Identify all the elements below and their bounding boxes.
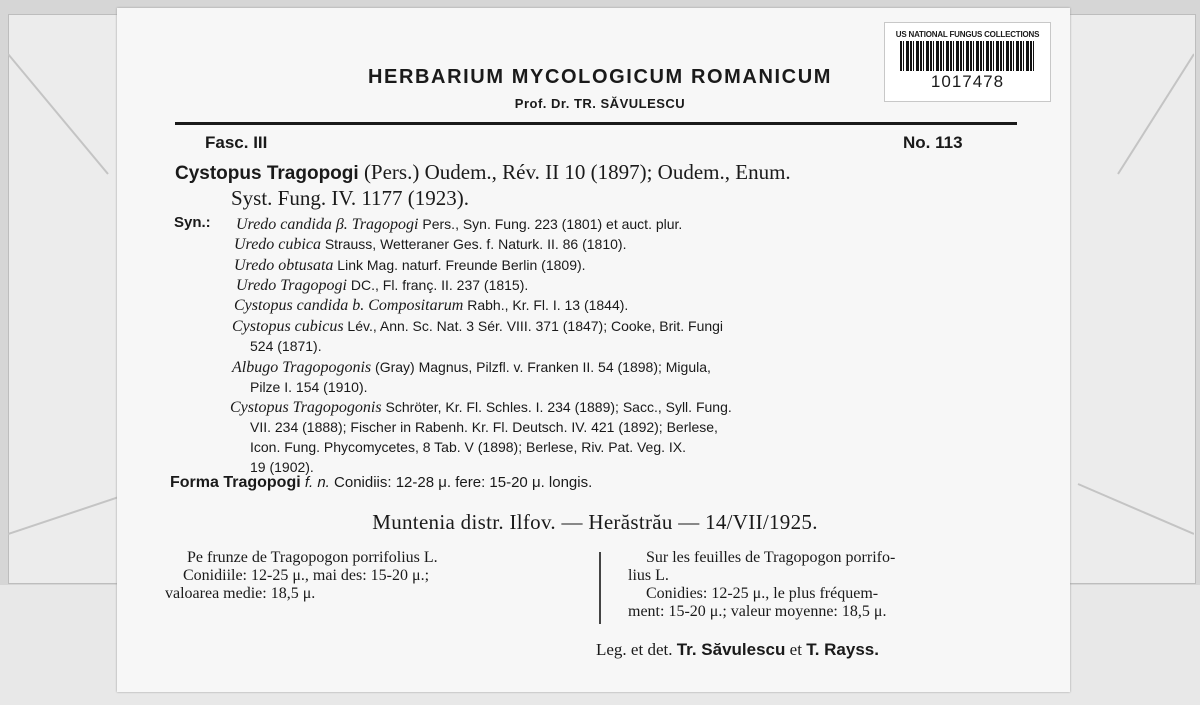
synonym-ref: Lév., Ann. Sc. Nat. 3 Sér. VIII. 371 (1847); Cooke, Brit. Fungi	[343, 318, 724, 334]
synonym-name: Uredo Tragopogi	[236, 277, 347, 294]
barcode-number: 1017478	[930, 72, 1005, 91]
specimen-number: No. 113	[903, 133, 963, 152]
collectors-prefix: Leg. et det.	[596, 640, 677, 659]
barcode-caption: US NATIONAL FUNGUS COLLECTIONS	[895, 30, 1040, 39]
synonym-ref: (Gray) Magnus, Pilzfl. v. Franken II. 54 (1898); Migula,	[371, 359, 711, 375]
description-line: ment: 15-20 μ.; valeur moyenne: 18,5 μ.	[628, 603, 887, 620]
description-line: Conidiile: 12-25 μ., mai des: 15-20 μ.;	[183, 567, 430, 584]
forma-text: Conidiis: 12-28 μ. fere: 15-20 μ. longis.	[329, 474, 593, 491]
synonym-entry	[234, 235, 626, 254]
synonym-entry-cont: Pilze I. 154 (1910).	[250, 379, 368, 395]
collectors-conj: et	[785, 640, 807, 659]
description-line: Pe frunze de Tragopogon porrifolius L.	[187, 549, 438, 566]
species-citation-cont: Syst. Fung. IV. 1177 (1923).	[231, 186, 470, 210]
description-romanian	[165, 549, 585, 603]
label-title: HERBARIUM MYCOLOGICUM ROMANICUM	[367, 66, 832, 88]
description-french	[628, 549, 1028, 621]
synonym-name: Cystopus candida b. Compositarum	[234, 297, 464, 314]
synonym-name: Albugo Tragopogonis	[232, 359, 372, 376]
synonym-entry-cont: 524 (1871).	[250, 338, 322, 354]
description-line: lius L.	[628, 567, 669, 584]
synonym-name: Cystopus cubicus	[232, 318, 344, 335]
synonym-ref: Link Mag. naturf. Freunde Berlin (1809).	[333, 257, 586, 273]
collector-name: Tr. Săvulescu	[676, 640, 786, 659]
description-line: valoarea medie: 18,5 μ.	[165, 585, 316, 602]
column-divider	[599, 552, 601, 624]
synonym-entry	[236, 215, 682, 234]
synonym-name: Uredo cubica	[234, 236, 321, 253]
synonym-ref: Rabh., Kr. Fl. I. 13 (1844).	[463, 297, 629, 313]
synonym-entry-cont: Icon. Fung. Phycomycetes, 8 Tab. V (1898); Berlese, Riv. Pat. Veg. IX.	[250, 439, 687, 455]
description-line: Conidies: 12-25 μ., le plus fréquem-	[646, 585, 879, 602]
synonym-entry	[234, 256, 586, 275]
fascicle: Fasc. III	[205, 133, 268, 152]
label-subtitle: Prof. Dr. TR. SĂVULESCU	[514, 96, 686, 111]
synonym-entry	[230, 398, 732, 417]
synonym-entry	[232, 317, 723, 336]
synonym-ref: Pers., Syn. Fung. 223 (1801) et auct. plur.	[418, 216, 683, 232]
collector-name: T. Rayss.	[806, 640, 879, 659]
synonym-name: Uredo obtusata	[234, 257, 334, 274]
synonyms-label: Syn.:	[174, 214, 211, 231]
species-name: Cystopus Tragopogi	[175, 163, 359, 184]
collectors-line	[596, 640, 879, 660]
description-line: Sur les feuilles de Tragopogon porrifo-	[646, 549, 896, 566]
synonym-entry	[236, 276, 528, 295]
forma-name: Forma Tragopogi	[170, 474, 301, 491]
species-citation: (Pers.) Oudem., Rév. II 10 (1897); Oudem., Enum.	[358, 160, 791, 184]
synonym-name: Uredo candida β. Tragopogi	[236, 216, 419, 233]
synonym-entry	[234, 296, 628, 315]
collection-locality: Muntenia distr. Ilfov. — Herăstrău — 14/VII/1925.	[372, 510, 818, 534]
synonym-entry-cont: 19 (1902).	[250, 459, 314, 475]
synonym-entry	[232, 358, 711, 377]
synonym-name: Cystopus Tragopogonis	[230, 399, 382, 416]
forma-line	[170, 474, 592, 492]
forma-abbr: f. n.	[300, 474, 330, 491]
synonym-entry-cont: VII. 234 (1888); Fischer in Rabenh. Kr. Fl. Deutsch. IV. 421 (1892); Berlese,	[250, 419, 718, 435]
synonym-ref: DC., Fl. franç. II. 237 (1815).	[346, 277, 529, 293]
synonym-ref: Strauss, Wetteraner Ges. f. Naturk. II. 86 (1810).	[320, 236, 627, 252]
synonym-ref: Schröter, Kr. Fl. Schles. I. 234 (1889); Sacc., Syll. Fung.	[381, 399, 732, 415]
